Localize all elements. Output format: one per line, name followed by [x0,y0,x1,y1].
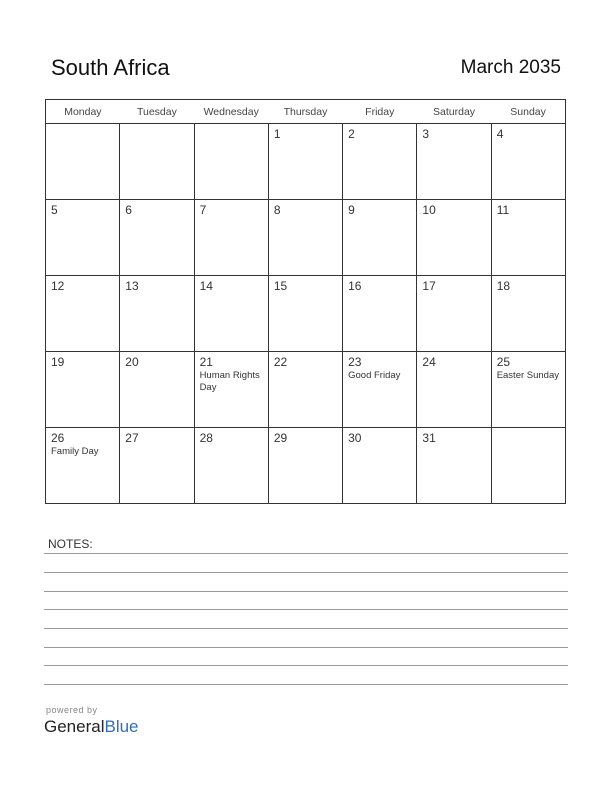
day-number: 6 [125,203,132,217]
calendar-grid [45,99,566,504]
day-number: 19 [51,355,65,369]
day-cell [343,276,417,352]
note-line [44,684,568,685]
day-cell [268,200,342,276]
day-cell [491,352,565,428]
day-cell [417,352,491,428]
day-cell [417,428,491,504]
day-cell [46,428,120,504]
week-row [46,124,566,200]
day-cell [491,428,565,504]
weekday-header: Wednesday [194,100,268,124]
day-number: 12 [51,279,65,293]
day-number: 25 [496,355,511,369]
day-cell [268,428,342,504]
day-cell [417,200,491,276]
day-cell [491,200,565,276]
holiday-label: Family Day [51,446,99,457]
weekday-header: Saturday [417,100,491,124]
day-cell [46,276,120,352]
day-cell [194,276,268,352]
day-number: 11 [496,203,510,217]
note-line [44,665,568,666]
powered-by-text: powered by [46,705,98,715]
day-number: 4 [496,127,504,141]
day-cell [120,276,194,352]
day-cell [417,124,491,200]
day-number: 10 [422,203,436,217]
week-row [46,428,566,504]
country-title: South Africa [51,55,170,80]
brand-general: General [44,717,105,736]
day-number: 29 [273,431,288,445]
day-number: 13 [125,279,139,293]
day-number: 30 [348,431,362,445]
note-line [44,628,568,629]
day-number: 2 [348,127,355,141]
day-cell [491,276,565,352]
week-row [46,200,566,276]
day-number: 28 [199,431,213,445]
weekday-header: Sunday [491,100,565,124]
day-cell [194,124,268,200]
day-number: 9 [348,203,355,217]
day-number: 5 [51,203,58,217]
week-row [46,276,566,352]
day-cell [343,124,417,200]
day-cell [120,124,194,200]
holiday-label: Easter Sunday [496,370,560,381]
day-number: 24 [422,355,436,369]
day-number: 8 [273,203,281,217]
day-number: 20 [125,355,139,369]
day-cell [491,124,565,200]
day-cell [343,352,417,428]
day-number: 26 [51,431,65,445]
day-cell [46,352,120,428]
day-number: 21 [199,355,213,369]
day-number: 18 [496,279,511,293]
day-cell [194,200,268,276]
note-line [44,591,568,592]
day-number: 7 [199,203,207,217]
day-number: 17 [422,279,436,293]
day-cell [268,276,342,352]
day-cell [120,352,194,428]
day-cell [120,200,194,276]
day-cell [46,124,120,200]
day-cell [120,428,194,504]
weekday-header: Tuesday [120,100,194,124]
notes-label: NOTES: [48,537,93,551]
day-cell [194,428,268,504]
holiday-label: Human Rights Day [199,370,260,393]
note-line [44,647,568,648]
day-number: 3 [422,127,430,141]
day-cell [417,276,491,352]
day-number: 15 [273,279,288,293]
note-line [44,572,568,573]
day-cell [343,200,417,276]
day-number: 27 [125,431,139,445]
weekday-header: Friday [343,100,417,124]
day-number: 23 [348,355,362,369]
day-number: 16 [348,279,362,293]
brand-blue: Blue [104,717,139,736]
day-cell [268,352,342,428]
day-number: 14 [199,279,213,293]
note-line [44,553,568,554]
weekday-header-row [46,100,566,124]
weekday-header: Monday [46,100,120,124]
note-line [44,609,568,610]
day-number: 1 [273,127,281,141]
day-number: 31 [422,431,436,445]
day-cell [343,428,417,504]
day-cell [268,124,342,200]
day-cell [46,200,120,276]
holiday-label: Good Friday [348,370,401,381]
week-row [46,352,566,428]
weekday-header: Thursday [268,100,342,124]
day-number: 22 [273,355,288,369]
brand-logo[interactable] [44,717,139,737]
month-year-title: March 2035 [460,57,561,78]
day-cell [194,352,268,428]
